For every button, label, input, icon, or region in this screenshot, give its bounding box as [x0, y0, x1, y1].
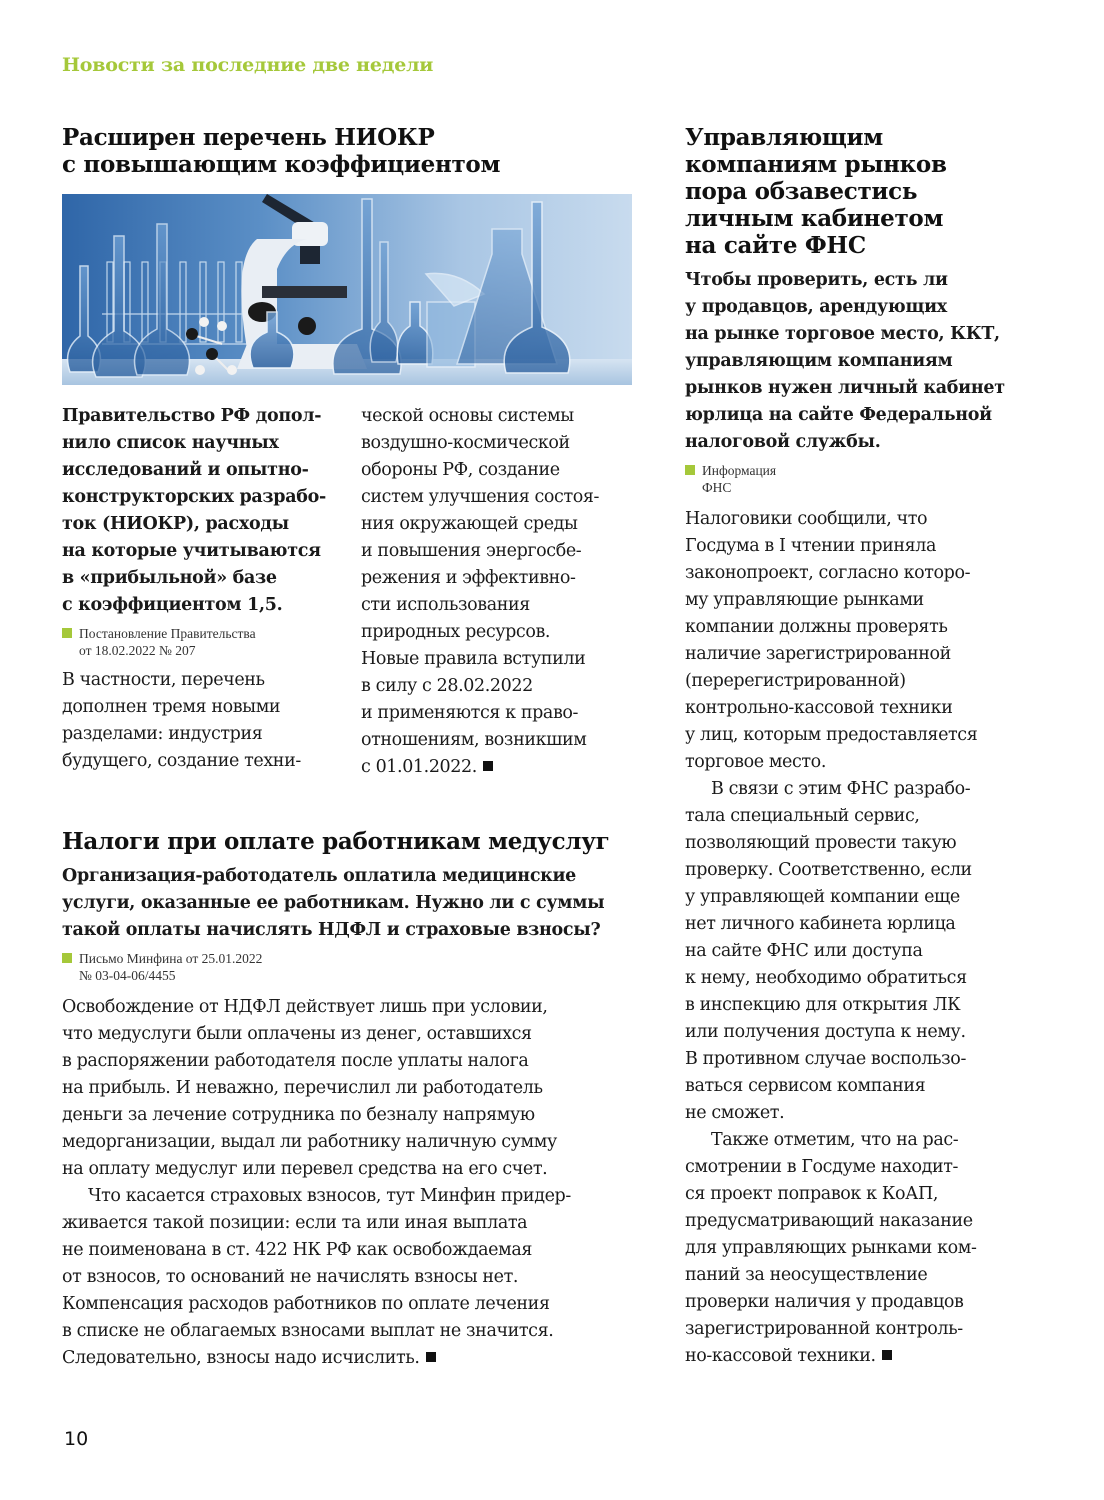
body-line: что медуслуги были оплачены из денег, оставшихся [62, 1024, 532, 1044]
title-line: пора обзавестись [685, 178, 918, 205]
article-medical-para1 [62, 994, 642, 1183]
title-line: Управляющим [685, 124, 883, 151]
body-line: у управляющей компании еще [685, 887, 960, 907]
lead-line: управляющим компаниям [685, 351, 953, 371]
body-line: не сможет. [685, 1103, 785, 1123]
body-line: сти использования [361, 595, 530, 615]
body-line: к нему, необходимо обратиться [685, 968, 967, 988]
body-line: от взносов, то оснований не начислять взносы нет. [62, 1267, 519, 1287]
body-line: режения и эффективно- [361, 568, 576, 588]
body-line: на оплату медуслуг или перевел средства на его счет. [62, 1159, 548, 1179]
lead-line: в «прибыльной» базе [62, 568, 277, 588]
body-line: но-кассовой техники. [685, 1346, 876, 1366]
body-line: Что касается страховых взносов, тут Минфин придер- [88, 1186, 571, 1206]
body-line: разделами: индустрия [62, 724, 263, 744]
lead-line: у продавцов, арендующих [685, 297, 947, 317]
source-bullet-icon [685, 465, 695, 475]
article-fns-lead [685, 267, 1025, 456]
article-niokr-col2 [361, 403, 636, 781]
source-bullet-icon [62, 953, 72, 963]
article-fns-title [685, 124, 1025, 259]
body-line: деньги за лечение сотрудника по безналу напрямую [62, 1105, 535, 1125]
article-niokr-title [62, 124, 500, 178]
body-line: В частности, перечень [62, 670, 265, 690]
lead-line: услуги, оказанные ее работникам. Нужно ли с суммы [62, 893, 605, 913]
section-label: Новости за последние две недели [62, 54, 434, 76]
body-line: на сайте ФНС или доступа [685, 941, 923, 961]
body-line: торговое место. [685, 752, 826, 772]
body-line: позволяющий провести такую [685, 833, 957, 853]
body-line: Госдума в I чтении приняла [685, 536, 937, 556]
end-of-article-icon [426, 1352, 436, 1362]
article-fns-cabinet [685, 124, 1025, 1370]
lead-line: Правительство РФ допол- [62, 406, 322, 426]
lead-line: такой оплаты начислять НДФЛ и страховые взносы? [62, 920, 601, 940]
body-line: в силу с 28.02.2022 [361, 676, 533, 696]
source-line: Информация [702, 463, 777, 478]
body-line: предусматривающий наказание [685, 1211, 973, 1231]
lead-line: исследований и опытно- [62, 460, 309, 480]
title-line: на сайте ФНС [685, 232, 866, 259]
lead-line: налоговой службы. [685, 432, 881, 452]
body-line: не поименована в ст. 422 НК РФ как освобождаемая [62, 1240, 532, 1260]
source-line: ФНС [702, 480, 732, 495]
lead-line: Чтобы проверить, есть ли [685, 270, 948, 290]
body-line: ся проект поправок к КоАП, [685, 1184, 938, 1204]
body-line: систем улучшения состоя- [361, 487, 600, 507]
body-line: или получения доступа к нему. [685, 1022, 966, 1042]
article-fns-para1 [685, 506, 1025, 776]
article-medical-title: Налоги при оплате работникам медуслуг [62, 828, 610, 855]
body-line: с 01.01.2022. [361, 757, 477, 777]
body-line: смотрении в Госдуме находит- [685, 1157, 959, 1177]
body-line: живается такой позиции: если та или иная выплата [62, 1213, 528, 1233]
body-line: Компенсация расходов работников по оплате лечения [62, 1294, 550, 1314]
source-line: от 18.02.2022 № 207 [79, 643, 196, 658]
body-line: зарегистрированной контроль- [685, 1319, 963, 1339]
end-of-article-icon [882, 1350, 892, 1360]
body-line: проверку. Соответственно, если [685, 860, 972, 880]
article-niokr-body-col1 [62, 667, 337, 775]
body-line: проверки наличия у продавцов [685, 1292, 964, 1312]
body-line: природных ресурсов. [361, 622, 551, 642]
body-line: ваться сервисом компания [685, 1076, 926, 1096]
source-bullet-icon [62, 628, 72, 638]
body-line: дополнен тремя новыми [62, 697, 281, 717]
lead-line: конструкторских разрабо- [62, 487, 326, 507]
body-line: в инспекцию для открытия ЛК [685, 995, 961, 1015]
body-line: тала специальный сервис, [685, 806, 920, 826]
body-line: компании должны проверять [685, 617, 948, 637]
body-line: (перерегистрированной) [685, 671, 906, 691]
article-medical-para2 [62, 1183, 642, 1372]
lead-line: ток (НИОКР), расходы [62, 514, 289, 534]
article-medical-lead [62, 863, 642, 944]
lead-line: с коэффициентом 1,5. [62, 595, 283, 615]
source-line: № 03-04-06/4455 [79, 968, 176, 983]
body-line: медорганизации, выдал ли работнику наличную сумму [62, 1132, 557, 1152]
lab-glassware-photo [62, 194, 632, 385]
lead-line: нило список научных [62, 433, 279, 453]
article-niokr-body-col2 [361, 403, 636, 781]
body-line: у лиц, которым предоставляется [685, 725, 978, 745]
body-line: му управляющие рынками [685, 590, 924, 610]
article-fns-para3 [685, 1127, 1025, 1370]
body-line: ния окружающей среды [361, 514, 578, 534]
lead-line: на которые учитываются [62, 541, 321, 561]
body-line: контрольно-кассовой техники [685, 698, 953, 718]
body-line: обороны РФ, создание [361, 460, 560, 480]
title-line: личным кабинетом [685, 205, 944, 232]
body-line: отношениям, возникшим [361, 730, 587, 750]
body-line: и применяются к право- [361, 703, 579, 723]
article-niokr-col1 [62, 403, 337, 775]
body-line: В противном случае воспользо- [685, 1049, 966, 1069]
body-line: в распоряжении работодателя после уплаты налога [62, 1051, 529, 1071]
title-line: с повышающим коэффициентом [62, 151, 501, 178]
body-line: законопроект, согласно которо- [685, 563, 971, 583]
body-line: ческой основы системы [361, 406, 574, 426]
article-fns-source [685, 462, 1025, 496]
body-line: Налоговики сообщили, что [685, 509, 928, 529]
article-medical [62, 828, 642, 1372]
lead-line: рынков нужен личный кабинет [685, 378, 1005, 398]
source-line: Постановление Правительства [79, 626, 256, 641]
article-fns-para2 [685, 776, 1025, 1127]
lead-line: на рынке торговое место, ККТ, [685, 324, 1000, 344]
body-line: наличие зарегистрированной [685, 644, 951, 664]
body-line: для управляющих рынками ком- [685, 1238, 977, 1258]
body-line: паний за неосуществление [685, 1265, 928, 1285]
article-medical-source [62, 950, 642, 984]
body-line: В связи с этим ФНС разрабо- [711, 779, 971, 799]
body-line: Освобождение от НДФЛ действует лишь при условии, [62, 997, 548, 1017]
title-line: компаниям рынков [685, 151, 947, 178]
body-line: в списке не облагаемых взносами выплат не значится. [62, 1321, 554, 1341]
body-line: на прибыль. И неважно, перечислил ли работодатель [62, 1078, 543, 1098]
source-line: Письмо Минфина от 25.01.2022 [79, 951, 263, 966]
page-number: 10 [64, 1428, 89, 1450]
body-line: нет личного кабинета юрлица [685, 914, 956, 934]
body-line: и повышения энергосбе- [361, 541, 582, 561]
lead-line: юрлица на сайте Федеральной [685, 405, 992, 425]
body-line: будущего, создание техни- [62, 751, 301, 771]
body-line: воздушно-космической [361, 433, 570, 453]
title-line: Расширен перечень НИОКР [62, 124, 435, 151]
end-of-article-icon [483, 761, 493, 771]
article-niokr-source [62, 625, 337, 659]
body-line: Следовательно, взносы надо исчислить. [62, 1348, 420, 1368]
body-line: Новые правила вступили [361, 649, 586, 669]
lead-line: Организация-работодатель оплатила медицинские [62, 866, 577, 886]
article-niokr-lead [62, 403, 337, 619]
body-line: Также отметим, что на рас- [711, 1130, 959, 1150]
